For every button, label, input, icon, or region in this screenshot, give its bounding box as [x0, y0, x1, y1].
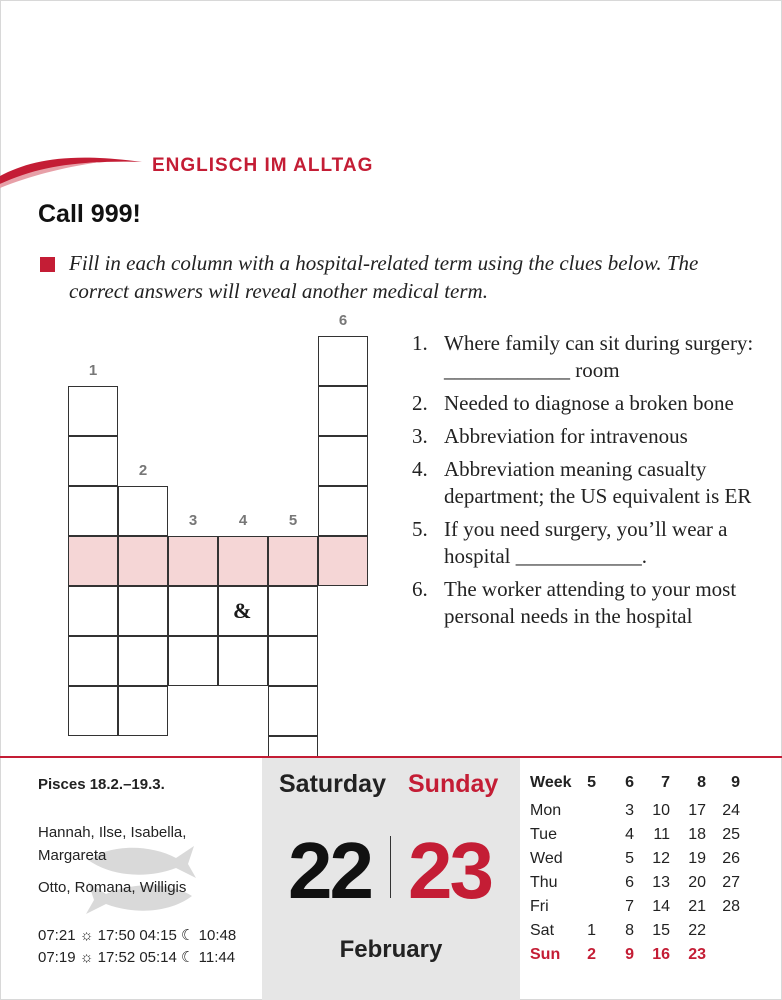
clue-item	[412, 423, 772, 450]
calendar-date: 10	[652, 802, 670, 819]
date-panel	[262, 758, 520, 1000]
clue-text: Abbreviation meaning casualty department; the US equivalent is ER	[444, 457, 752, 508]
calendar-week-number: 7	[661, 774, 670, 791]
clue-text: Where family can sit during surgery: ____________ room	[444, 331, 754, 382]
crossword-cell[interactable]	[318, 336, 368, 386]
crossword-cell[interactable]	[118, 636, 168, 686]
crossword-cell[interactable]	[68, 686, 118, 736]
month-name: February	[339, 936, 443, 963]
clue-number: 1.	[412, 331, 428, 355]
crossword-cell[interactable]	[168, 586, 218, 636]
crossword-cell[interactable]	[318, 386, 368, 436]
calendar-date: 25	[722, 826, 740, 843]
column-number-4: 4	[238, 512, 248, 529]
almanac-panel	[38, 768, 258, 899]
calendar-date: 4	[625, 826, 634, 843]
crossword-cell[interactable]	[68, 586, 118, 636]
crossword-cell[interactable]	[68, 486, 118, 536]
sun-moon-times-sunday: 07:19 ☼ 17:52 05:14 ☾ 11:44	[38, 949, 236, 966]
calendar-date: 11	[653, 826, 670, 843]
calendar-date: 18	[688, 826, 706, 843]
calendar-date: 20	[688, 874, 706, 891]
calendar-date: 8	[625, 922, 634, 939]
crossword-cell[interactable]	[118, 486, 168, 536]
crossword-cell[interactable]	[118, 686, 168, 736]
clue-number: 4.	[412, 457, 428, 481]
clue-number: 5.	[412, 517, 428, 541]
calendar-day-label: Sat	[530, 922, 555, 939]
calendar-week-number: 5	[587, 774, 596, 791]
crossword-cell[interactable]	[68, 436, 118, 486]
clue-text: Abbreviation for intravenous	[444, 424, 688, 448]
calendar-day-label: Sun	[530, 946, 561, 963]
solution-cell[interactable]	[318, 536, 368, 586]
solution-cell[interactable]	[168, 536, 218, 586]
crossword-cell[interactable]	[68, 636, 118, 686]
crossword-cell[interactable]	[168, 636, 218, 686]
column-number-1: 1	[88, 362, 98, 379]
column-number-5: 5	[288, 512, 298, 529]
instructions-text: Fill in each column with a hospital-related term using the clues below. The correct answers will reveal another medical term.	[69, 251, 699, 303]
name-days-saturday: Hannah, Ilse, Isabella, Margareta	[38, 824, 187, 864]
calendar-day-label: Thu	[530, 874, 558, 891]
clue-text: The worker attending to your most personal needs in the hospital	[444, 577, 737, 628]
solution-cell[interactable]	[118, 536, 168, 586]
calendar-date: 26	[722, 850, 740, 867]
clue-number: 3.	[412, 424, 428, 448]
crossword-cell[interactable]	[268, 636, 318, 686]
calendar-date: 15	[652, 922, 670, 939]
calendar-date: 27	[722, 874, 740, 891]
calendar-date: 21	[688, 898, 706, 915]
calendar-date: 3	[625, 802, 634, 819]
date-divider	[390, 836, 391, 898]
calendar-date: 22	[688, 922, 706, 939]
calendar-day-label: Fri	[530, 898, 549, 915]
clue-text: If you need surgery, you’ll wear a hospital ____________.	[444, 517, 728, 568]
calendar-date: 5	[625, 850, 634, 867]
weekday-saturday: Saturday	[279, 770, 386, 798]
calendar-date: 7	[625, 898, 634, 915]
calendar-date: 24	[722, 802, 740, 819]
section-title: ENGLISCH IM ALLTAG	[152, 155, 374, 176]
calendar-date: 12	[652, 850, 670, 867]
solution-cell[interactable]	[218, 536, 268, 586]
calendar-date: 14	[652, 898, 670, 915]
crossword-cell[interactable]	[118, 586, 168, 636]
solution-cell[interactable]	[268, 536, 318, 586]
crossword-cell[interactable]	[318, 486, 368, 536]
weekday-sunday: Sunday	[408, 770, 499, 798]
calendar-date: 2	[587, 946, 596, 963]
given-ampersand: &	[233, 598, 252, 623]
clue-item	[412, 516, 772, 570]
page-title: Call 999!	[38, 200, 141, 228]
decorative-swoosh	[0, 148, 142, 188]
zodiac-sign: Pisces 18.2.–19.3.	[38, 776, 165, 793]
calendar-day-label: Tue	[530, 826, 557, 843]
calendar-date: 28	[722, 898, 740, 915]
calendar-week-number: 9	[731, 774, 740, 791]
clue-text: Needed to diagnose a broken bone	[444, 391, 734, 415]
column-number-6: 6	[338, 312, 348, 329]
calendar-date: 1	[587, 922, 596, 939]
calendar-week-number: 8	[697, 774, 706, 791]
sun-moon-times-saturday: 07:21 ☼ 17:50 04:15 ☾ 10:48	[38, 927, 237, 944]
calendar-date: 17	[688, 802, 706, 819]
calendar-week-label: Week	[530, 774, 572, 791]
calendar-date: 16	[652, 946, 670, 963]
crossword-cell[interactable]	[268, 586, 318, 636]
clue-item	[412, 330, 772, 384]
crossword-cell[interactable]	[268, 686, 318, 736]
clue-list	[412, 330, 772, 636]
calendar-date: 6	[625, 874, 634, 891]
crossword-cell[interactable]	[218, 636, 268, 686]
date-number-saturday: 22	[288, 826, 371, 915]
calendar-date: 13	[652, 874, 670, 891]
clue-item	[412, 576, 772, 630]
calendar-date: 23	[688, 946, 706, 963]
crossword-cell[interactable]	[318, 436, 368, 486]
column-number-2: 2	[138, 462, 148, 479]
clue-item	[412, 456, 772, 510]
calendar-date: 9	[625, 946, 634, 963]
clue-number: 6.	[412, 577, 428, 601]
name-days-sunday: Otto, Romana, Willigis	[38, 879, 187, 896]
calendar-day-label: Mon	[530, 802, 562, 819]
calendar-day-label: Wed	[530, 850, 563, 867]
clue-number: 2.	[412, 391, 428, 415]
bullet-square	[40, 257, 55, 272]
column-number-3: 3	[188, 512, 198, 529]
solution-cell[interactable]	[68, 536, 118, 586]
date-number-sunday: 23	[408, 826, 491, 915]
crossword-cell[interactable]	[68, 386, 118, 436]
calendar-date: 19	[688, 850, 706, 867]
calendar-week-number: 6	[625, 774, 634, 791]
clue-item	[412, 390, 772, 417]
